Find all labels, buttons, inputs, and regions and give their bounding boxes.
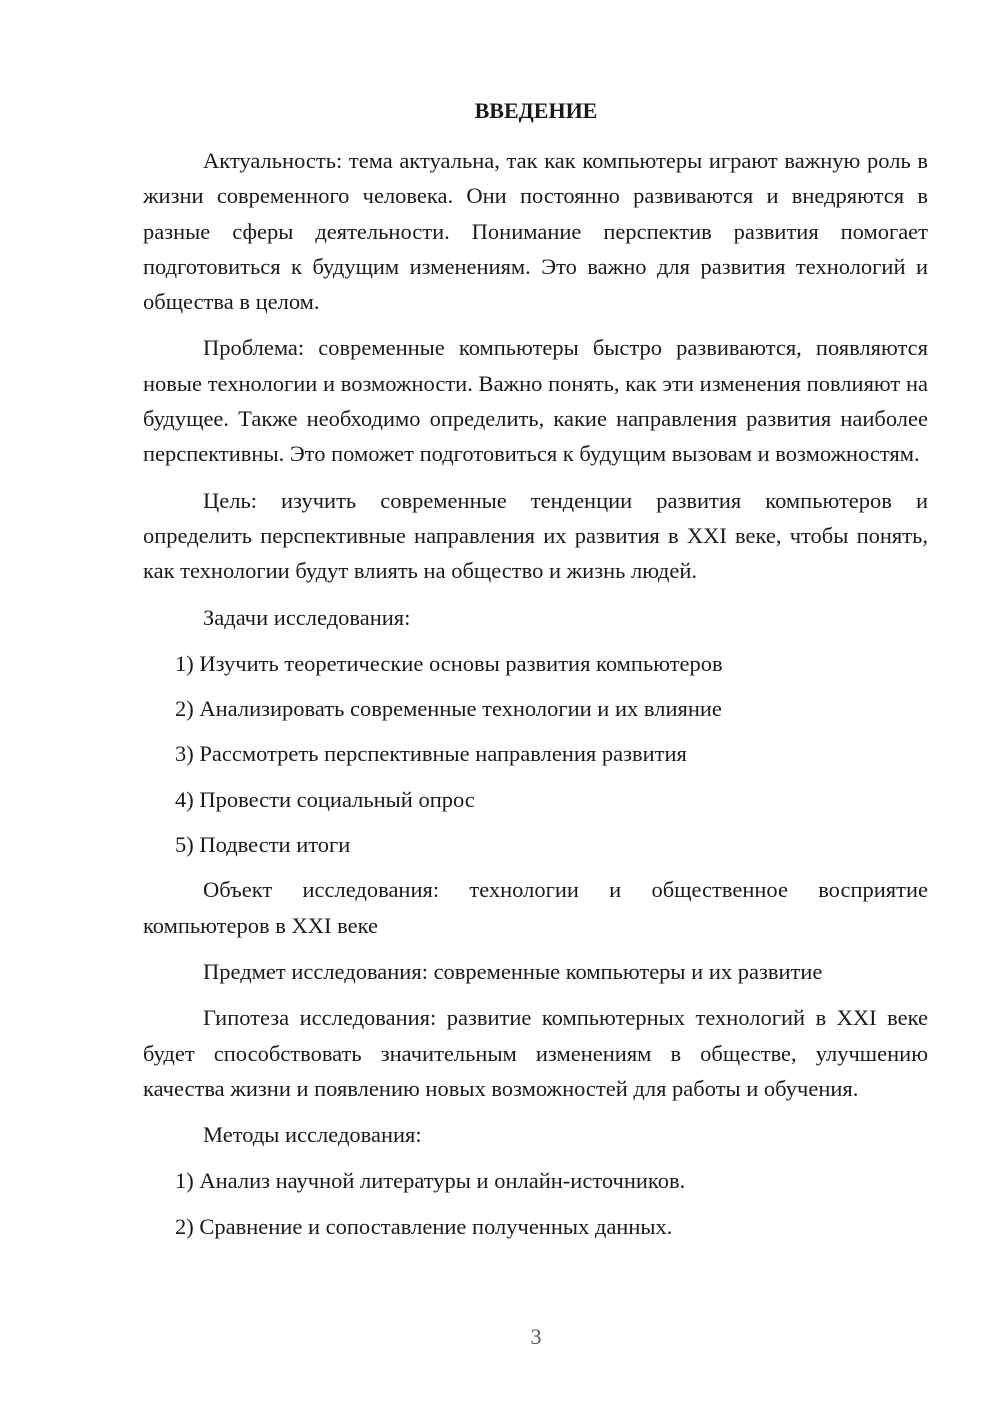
document-body: [143, 143, 928, 1254]
goal-paragraph: Цель: изучить современные тенденции развития компьютеров и определить перспективные направления их развития в XXI веке, чтобы понять, как технологии будут влиять на общество и жизнь людей.: [143, 487, 928, 584]
task-item: 4) Провести социальный опрос: [175, 786, 475, 812]
methods-heading: Методы исследования:: [203, 1122, 422, 1148]
hypothesis-paragraph: Гипотеза исследования: развитие компьютерных технологий в XXI веке будет способствовать значительным изменениям в обществе, улучшению качества жизни и появлению новых возможностей для работы и обучения.: [143, 1005, 928, 1101]
task-item: 5) Подвести итоги: [175, 832, 351, 858]
methods-list: [143, 1163, 928, 1244]
relevance-paragraph: Актуальность: тема актуальна, так как компьютеры играют важную роль в жизни современного человека. Они постоянно развиваются и внедряются в разные сферы деятельности. Понимание перспектив развития помогает подготовиться к будущим изменениям. Это важно для развития технологий и общества в целом.: [143, 148, 928, 315]
tasks-heading: Задачи исследования:: [203, 604, 411, 630]
problem-paragraph: Проблема: современные компьютеры быстро развиваются, появляются новые технологии и возможности. Важно понять, как эти изменения повлияют на будущее. Также необходимо определить, какие направления развития наиболее перспективны. Это поможет подготовиться к будущим вызовам и возможностям.: [143, 335, 928, 467]
page-number: 3: [530, 1324, 542, 1349]
task-item: 3) Рассмотреть перспективные направления развития: [175, 741, 687, 767]
subject-paragraph: Предмет исследования: современные компьютеры и их развитие: [203, 958, 823, 984]
task-item: 2) Анализировать современные технологии и их влияние: [175, 696, 722, 722]
task-item: 1) Изучить теоретические основы развития компьютеров: [175, 650, 723, 676]
object-paragraph: Объект исследования: технологии и общественное восприятие компьютеров в XXI веке: [143, 877, 928, 938]
method-item: 1) Анализ научной литературы и онлайн-источников.: [175, 1168, 686, 1194]
tasks-list: [143, 646, 928, 862]
page-title: ВВЕДЕНИЕ: [474, 98, 598, 123]
method-item: 2) Сравнение и сопоставление полученных данных.: [175, 1213, 673, 1239]
